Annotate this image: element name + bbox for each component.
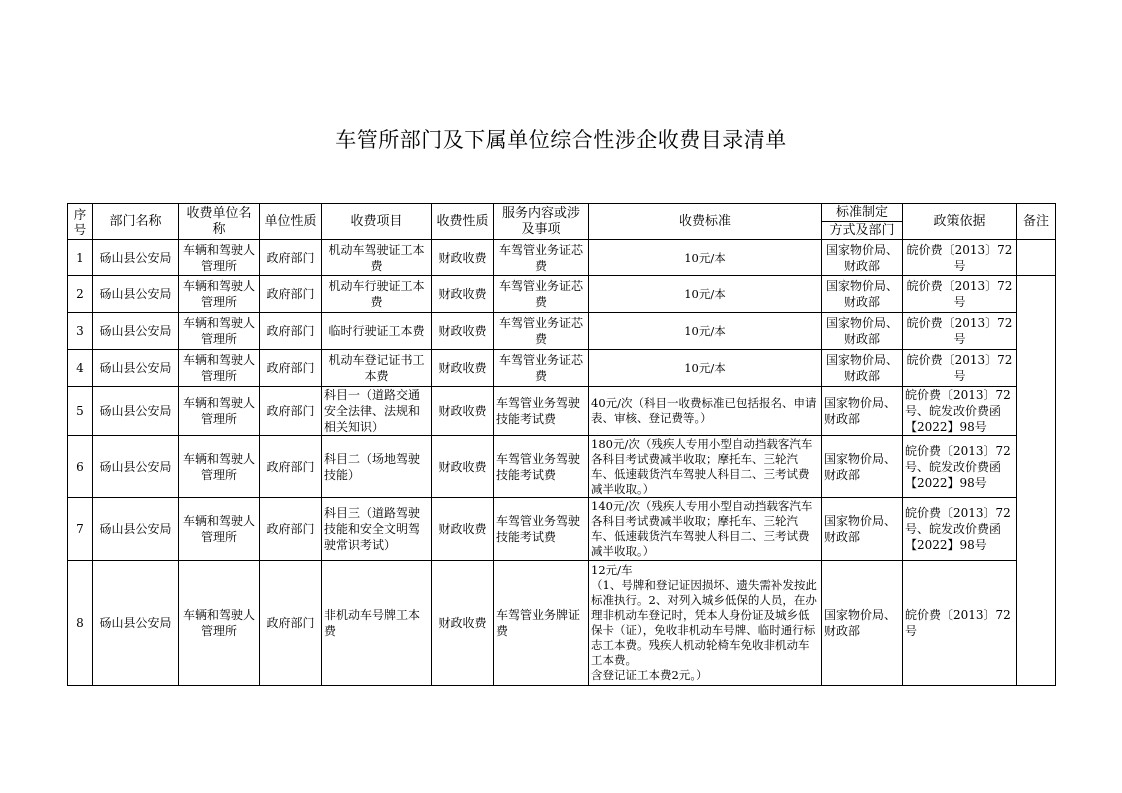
header-service: 服务内容或涉及事项 xyxy=(494,204,589,240)
row-item: 机动车登记证书工本费 xyxy=(322,350,432,387)
table-row xyxy=(68,276,1056,313)
row-fee-nature: 财政收费 xyxy=(432,350,494,387)
row-remark xyxy=(1017,276,1056,686)
table-row xyxy=(68,350,1056,387)
row-seq: 2 xyxy=(68,276,93,313)
row-fee-nature: 财政收费 xyxy=(432,276,494,313)
row-fee-nature: 财政收费 xyxy=(432,313,494,350)
row-nature: 政府部门 xyxy=(260,498,322,561)
row-method: 国家物价局、财政部 xyxy=(822,350,903,387)
row-service: 车驾管业务驾驶技能考试费 xyxy=(494,498,589,561)
row-policy: 皖价费〔2013〕72号 xyxy=(903,276,1017,313)
row-policy: 皖价费〔2013〕72号、皖发改价费函【2022】98号 xyxy=(903,387,1017,436)
row-item: 临时行驶证工本费 xyxy=(322,313,432,350)
row-nature: 政府部门 xyxy=(260,240,322,276)
row-seq: 7 xyxy=(68,498,93,561)
header-unit: 收费单位名称 xyxy=(179,204,260,240)
row-item: 科目二（场地驾驶技能） xyxy=(322,436,432,498)
row-dept: 砀山县公安局 xyxy=(93,350,179,387)
row-unit: 车辆和驾驶人管理所 xyxy=(179,387,260,436)
row-dept: 砀山县公安局 xyxy=(93,387,179,436)
row-item: 科目一（道路交通安全法律、法规和相关知识） xyxy=(322,387,432,436)
header-dept: 部门名称 xyxy=(93,204,179,240)
row-unit: 车辆和驾驶人管理所 xyxy=(179,240,260,276)
row-method: 国家物价局、财政部 xyxy=(822,561,903,686)
row-service: 车驾管业务证芯费 xyxy=(494,276,589,313)
row-seq: 6 xyxy=(68,436,93,498)
row-service: 车驾管业务牌证费 xyxy=(494,561,589,686)
header-nature: 单位性质 xyxy=(260,204,322,240)
header-method xyxy=(822,204,903,240)
header-method-top: 标准制定 xyxy=(822,204,902,222)
row-method: 国家物价局、财政部 xyxy=(822,387,903,436)
row-standard: 10元/本 xyxy=(589,350,822,387)
page-title: 车管所部门及下属单位综合性涉企收费目录清单 xyxy=(335,128,787,152)
row-dept: 砀山县公安局 xyxy=(93,313,179,350)
row-method: 国家物价局、财政部 xyxy=(822,240,903,276)
row-service: 车驾管业务证芯费 xyxy=(494,240,589,276)
row-service: 车驾管业务驾驶技能考试费 xyxy=(494,387,589,436)
row-fee-nature: 财政收费 xyxy=(432,387,494,436)
row-method: 国家物价局、财政部 xyxy=(822,276,903,313)
row-standard: 40元/次（科目一收费标准已包括报名、申请表、审核、登记费等。） xyxy=(589,387,822,436)
row-dept: 砀山县公安局 xyxy=(93,436,179,498)
row-policy: 皖价费〔2013〕72号 xyxy=(903,240,1017,276)
row-item: 机动车行驶证工本费 xyxy=(322,276,432,313)
row-seq: 1 xyxy=(68,240,93,276)
row-fee-nature: 财政收费 xyxy=(432,561,494,686)
row-policy: 皖价费〔2013〕72号 xyxy=(903,350,1017,387)
row-unit: 车辆和驾驶人管理所 xyxy=(179,313,260,350)
row-unit: 车辆和驾驶人管理所 xyxy=(179,561,260,686)
row-nature: 政府部门 xyxy=(260,436,322,498)
row-nature: 政府部门 xyxy=(260,561,322,686)
row-fee-nature: 财政收费 xyxy=(432,498,494,561)
header-item: 收费项目 xyxy=(322,204,432,240)
row-standard: 12元/车 （1、号牌和登记证因损坏、遗失需补发按此标准执行。2、对列入城乡低保的人员，在办理非机动车登记时，凭本人身份证及城乡低保卡（证），免收非机动车号牌、临时通行标志工本费。残疾人机动轮椅车免收非机动车工本费。 含登记证工本费2元。） xyxy=(589,561,822,686)
row-service: 车驾管业务证芯费 xyxy=(494,350,589,387)
header-standard: 收费标准 xyxy=(589,204,822,240)
row-nature: 政府部门 xyxy=(260,350,322,387)
row-dept: 砀山县公安局 xyxy=(93,240,179,276)
table-row xyxy=(68,436,1056,498)
row-nature: 政府部门 xyxy=(260,313,322,350)
row-method: 国家物价局、财政部 xyxy=(822,313,903,350)
row-dept: 砀山县公安局 xyxy=(93,561,179,686)
row-method: 国家物价局、财政部 xyxy=(822,498,903,561)
row-standard: 140元/次（残疾人专用小型自动挡载客汽车各科目考试费减半收取；摩托车、三轮汽车、低速载货汽车驾驶人科目二、三考试费减半收取。） xyxy=(589,498,822,561)
row-unit: 车辆和驾驶人管理所 xyxy=(179,350,260,387)
header-seq: 序号 xyxy=(68,204,93,240)
row-unit: 车辆和驾驶人管理所 xyxy=(179,276,260,313)
row-seq: 3 xyxy=(68,313,93,350)
header-policy: 政策依据 xyxy=(903,204,1017,240)
row-standard: 10元/本 xyxy=(589,313,822,350)
fee-table xyxy=(67,203,1056,686)
row-standard: 10元/本 xyxy=(589,240,822,276)
row-service: 车驾管业务证芯费 xyxy=(494,313,589,350)
row-seq: 8 xyxy=(68,561,93,686)
row-fee-nature: 财政收费 xyxy=(432,436,494,498)
row-remark xyxy=(1017,240,1056,276)
row-dept: 砀山县公安局 xyxy=(93,498,179,561)
row-item: 非机动车号牌工本费 xyxy=(322,561,432,686)
row-item: 科目三（道路驾驶技能和安全文明驾驶常识考试） xyxy=(322,498,432,561)
row-seq: 4 xyxy=(68,350,93,387)
row-service: 车驾管业务驾驶技能考试费 xyxy=(494,436,589,498)
row-seq: 5 xyxy=(68,387,93,436)
row-unit: 车辆和驾驶人管理所 xyxy=(179,436,260,498)
table-row xyxy=(68,387,1056,436)
row-standard: 10元/本 xyxy=(589,276,822,313)
row-nature: 政府部门 xyxy=(260,276,322,313)
header-fee-nature: 收费性质 xyxy=(432,204,494,240)
row-standard: 180元/次（残疾人专用小型自动挡载客汽车各科目考试费减半收取；摩托车、三轮汽车、低速载货汽车驾驶人科目二、三考试费减半收取。） xyxy=(589,436,822,498)
header-remark: 备注 xyxy=(1017,204,1056,240)
row-method: 国家物价局、财政部 xyxy=(822,436,903,498)
header-row xyxy=(68,204,1056,240)
row-unit: 车辆和驾驶人管理所 xyxy=(179,498,260,561)
row-policy: 皖价费〔2013〕72号、皖发改价费函【2022】98号 xyxy=(903,498,1017,561)
row-policy: 皖价费〔2013〕72号 xyxy=(903,313,1017,350)
header-method-bottom: 方式及部门 xyxy=(829,223,895,238)
row-fee-nature: 财政收费 xyxy=(432,240,494,276)
row-item: 机动车驾驶证工本费 xyxy=(322,240,432,276)
table-row xyxy=(68,498,1056,561)
row-dept: 砀山县公安局 xyxy=(93,276,179,313)
row-policy: 皖价费〔2013〕72号 xyxy=(903,561,1017,686)
row-policy: 皖价费〔2013〕72号、皖发改价费函【2022】98号 xyxy=(903,436,1017,498)
table-row xyxy=(68,240,1056,276)
table-row xyxy=(68,561,1056,686)
row-nature: 政府部门 xyxy=(260,387,322,436)
table-row xyxy=(68,313,1056,350)
